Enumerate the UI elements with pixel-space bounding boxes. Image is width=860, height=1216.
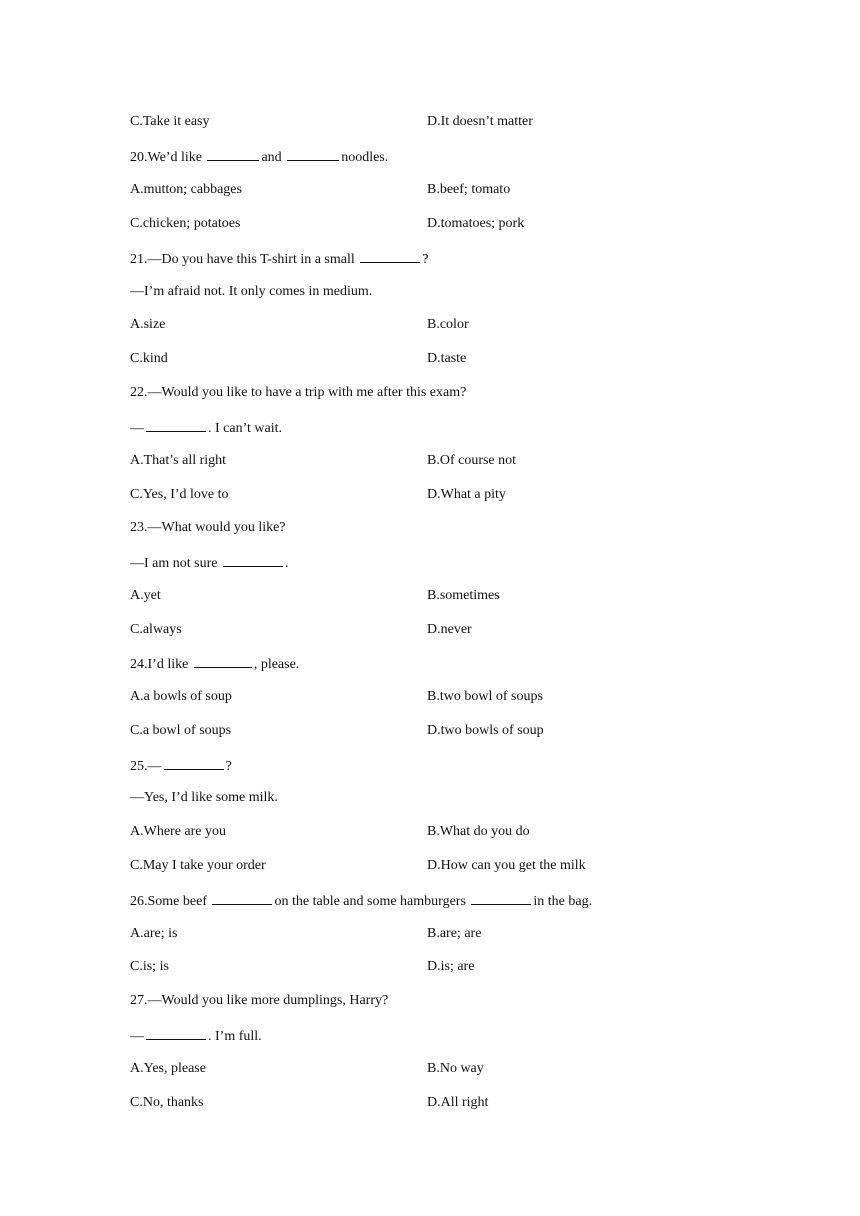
- q20-stem: 20.We’d like and noodles.: [130, 146, 388, 166]
- q25-option-c: C.May I take your order: [130, 858, 266, 873]
- q23-reply: —I am not sure .: [130, 552, 288, 572]
- answer-blank: [471, 890, 531, 905]
- q23-option-d: D.never: [427, 622, 472, 637]
- q26-option-b: B.are; are: [427, 926, 482, 941]
- answer-blank: [194, 653, 252, 668]
- q20-option-a: A.mutton; cabbages: [130, 182, 242, 197]
- q22-reply: — . I can’t wait.: [130, 417, 282, 437]
- q20-option-b: B.beef; tomato: [427, 182, 511, 197]
- q20-option-c: C.chicken; potatoes: [130, 216, 241, 231]
- q27-option-b: B.No way: [427, 1061, 484, 1076]
- q26-stem: 26.Some beef on the table and some hamburgers in the bag.: [130, 890, 592, 910]
- q23-option-b: B.sometimes: [427, 588, 500, 603]
- q23-stem: 23.—What would you like?: [130, 520, 286, 535]
- q25-stem: 25.— ?: [130, 755, 232, 775]
- q21-option-a: A.size: [130, 317, 166, 332]
- q26-option-a: A.are; is: [130, 926, 178, 941]
- q25-option-d: D.How can you get the milk: [427, 858, 586, 873]
- q27-option-d: D.All right: [427, 1095, 489, 1110]
- answer-blank: [212, 890, 272, 905]
- q24-option-c: C.a bowl of soups: [130, 723, 232, 738]
- q21-reply: —I’m afraid not. It only comes in medium.: [130, 284, 373, 299]
- answer-blank: [287, 146, 339, 161]
- answer-blank: [207, 146, 259, 161]
- answer-blank: [164, 755, 224, 770]
- q22-option-a: A.That’s all right: [130, 453, 227, 468]
- q21-option-c: C.kind: [130, 351, 168, 366]
- q22-option-c: C.Yes, I’d love to: [130, 487, 229, 502]
- answer-blank: [360, 248, 420, 263]
- q27-reply: — . I’m full.: [130, 1025, 262, 1045]
- answer-blank: [223, 552, 283, 567]
- answer-blank: [146, 1025, 206, 1040]
- q21-stem: 21.—Do you have this T-shirt in a small ?: [130, 248, 428, 268]
- q22-stem: 22.—Would you like to have a trip with me after this exam?: [130, 385, 467, 400]
- q22-option-b: B.Of course not: [427, 453, 517, 468]
- q24-option-b: B.two bowl of soups: [427, 689, 543, 704]
- answer-blank: [146, 417, 206, 432]
- q24-option-d: D.two bowls of soup: [427, 723, 544, 738]
- q23-option-c: C.always: [130, 622, 182, 637]
- q26-option-d: D.is; are: [427, 959, 475, 974]
- q19-option-d: D.It doesn’t matter: [427, 114, 533, 129]
- q21-option-d: D.taste: [427, 351, 467, 366]
- q27-option-c: C.No, thanks: [130, 1095, 204, 1110]
- q21-option-b: B.color: [427, 317, 469, 332]
- q27-stem: 27.—Would you like more dumplings, Harry?: [130, 993, 389, 1008]
- q22-option-d: D.What a pity: [427, 487, 506, 502]
- q26-option-c: C.is; is: [130, 959, 169, 974]
- q25-option-a: A.Where are you: [130, 824, 227, 839]
- q25-reply: —Yes, I’d like some milk.: [130, 790, 278, 805]
- q25-option-b: B.What do you do: [427, 824, 530, 839]
- q19-option-c: C.Take it easy: [130, 114, 210, 129]
- q20-option-d: D.tomatoes; pork: [427, 216, 525, 231]
- q24-stem: 24.I’d like , please.: [130, 653, 299, 673]
- q27-option-a: A.Yes, please: [130, 1061, 206, 1076]
- q24-option-a: A.a bowls of soup: [130, 689, 232, 704]
- q23-option-a: A.yet: [130, 588, 161, 603]
